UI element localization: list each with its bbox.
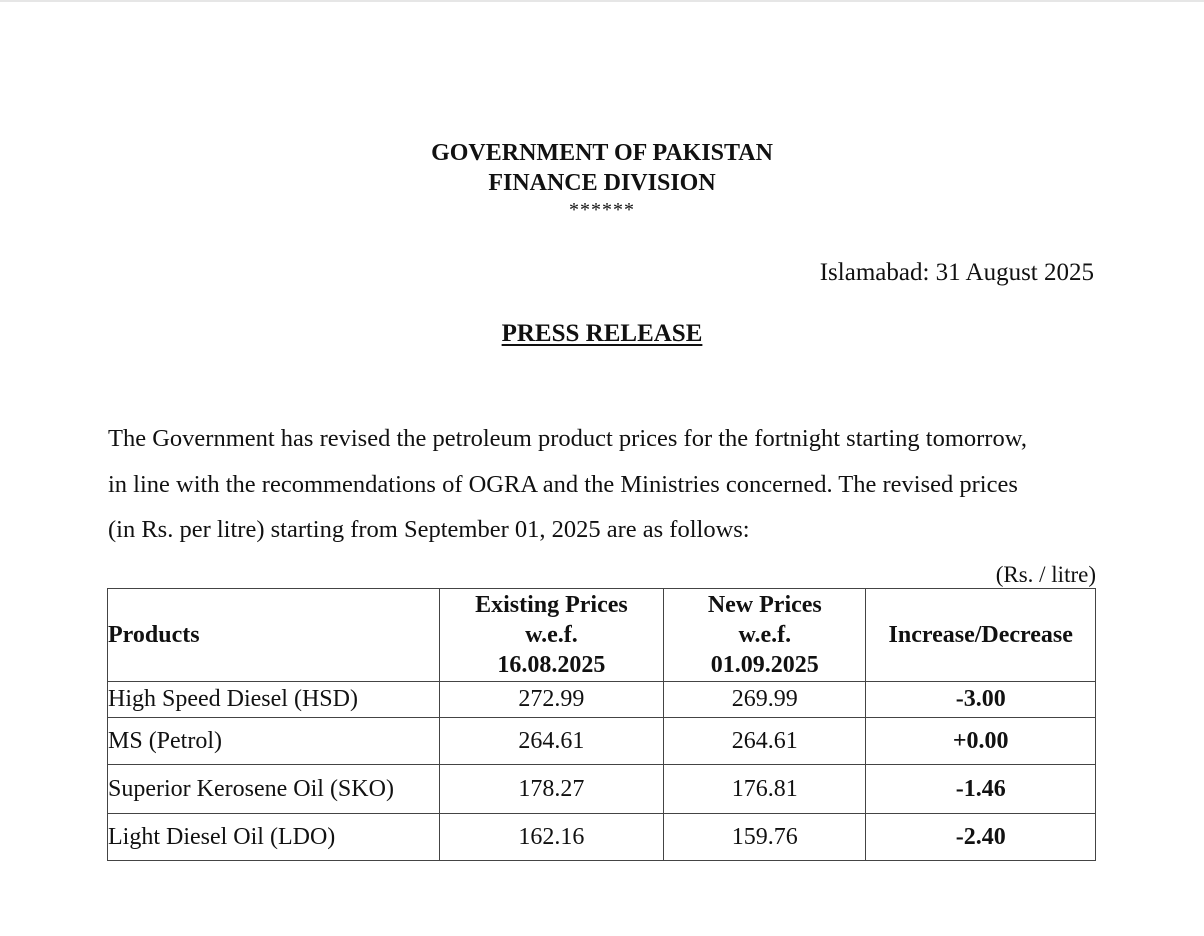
- existing-price: 178.27: [439, 765, 663, 814]
- price-change: +0.00: [866, 718, 1096, 765]
- table-row: [108, 718, 1096, 765]
- table-row: [108, 682, 1096, 718]
- division-heading: FINANCE DIVISION: [488, 170, 716, 196]
- body-line-1: The Government has revised the petroleum product prices for the fortnight starting tomorrow,: [108, 425, 1027, 452]
- product-name: MS (Petrol): [108, 718, 440, 765]
- new-price: 264.61: [664, 718, 866, 765]
- table-row: [108, 814, 1096, 861]
- product-name: High Speed Diesel (HSD): [108, 682, 440, 718]
- government-heading: GOVERNMENT OF PAKISTAN: [431, 140, 773, 166]
- existing-price: 272.99: [439, 682, 663, 718]
- existing-price: 264.61: [439, 718, 663, 765]
- existing-price: 162.16: [439, 814, 663, 861]
- new-price: 269.99: [664, 682, 866, 718]
- letterhead: [0, 138, 1204, 220]
- header-existing-line-3: 16.08.2025: [497, 652, 606, 678]
- header-new-line-2: w.e.f.: [738, 622, 792, 648]
- header-separator-stars: ******: [569, 199, 635, 221]
- price-table: [107, 588, 1096, 861]
- header-existing-line-2: w.e.f.: [525, 622, 578, 648]
- product-name: Light Diesel Oil (LDO): [108, 814, 440, 861]
- header-products: Products: [108, 589, 440, 682]
- price-change: -1.46: [866, 765, 1096, 814]
- page-top-edge: [0, 0, 1204, 2]
- body-line-3: (in Rs. per litre) starting from September 01, 2025 are as follows:: [108, 516, 750, 543]
- new-price: 159.76: [664, 814, 866, 861]
- press-release-title: PRESS RELEASE: [501, 320, 703, 347]
- dateline: Islamabad: 31 August 2025: [819, 259, 1094, 286]
- body-line-2: in line with the recommendations of OGRA and the Ministries concerned. The revised prices: [108, 470, 1018, 498]
- header-existing-line-1: Existing Prices: [475, 592, 628, 618]
- table-header-row: [108, 589, 1096, 682]
- header-new-line-1: New Prices: [707, 592, 822, 618]
- header-new-prices: [664, 589, 866, 682]
- body-paragraph: [108, 416, 1098, 553]
- unit-note: (Rs. / litre): [995, 562, 1096, 587]
- price-change: -2.40: [866, 814, 1096, 861]
- price-change: -3.00: [866, 682, 1096, 718]
- header-new-line-3: 01.09.2025: [710, 652, 819, 678]
- table-row: [108, 765, 1096, 814]
- product-name: Superior Kerosene Oil (SKO): [108, 765, 440, 814]
- header-increase-decrease: Increase/Decrease: [866, 589, 1096, 682]
- header-existing-prices: [439, 589, 663, 682]
- new-price: 176.81: [664, 765, 866, 814]
